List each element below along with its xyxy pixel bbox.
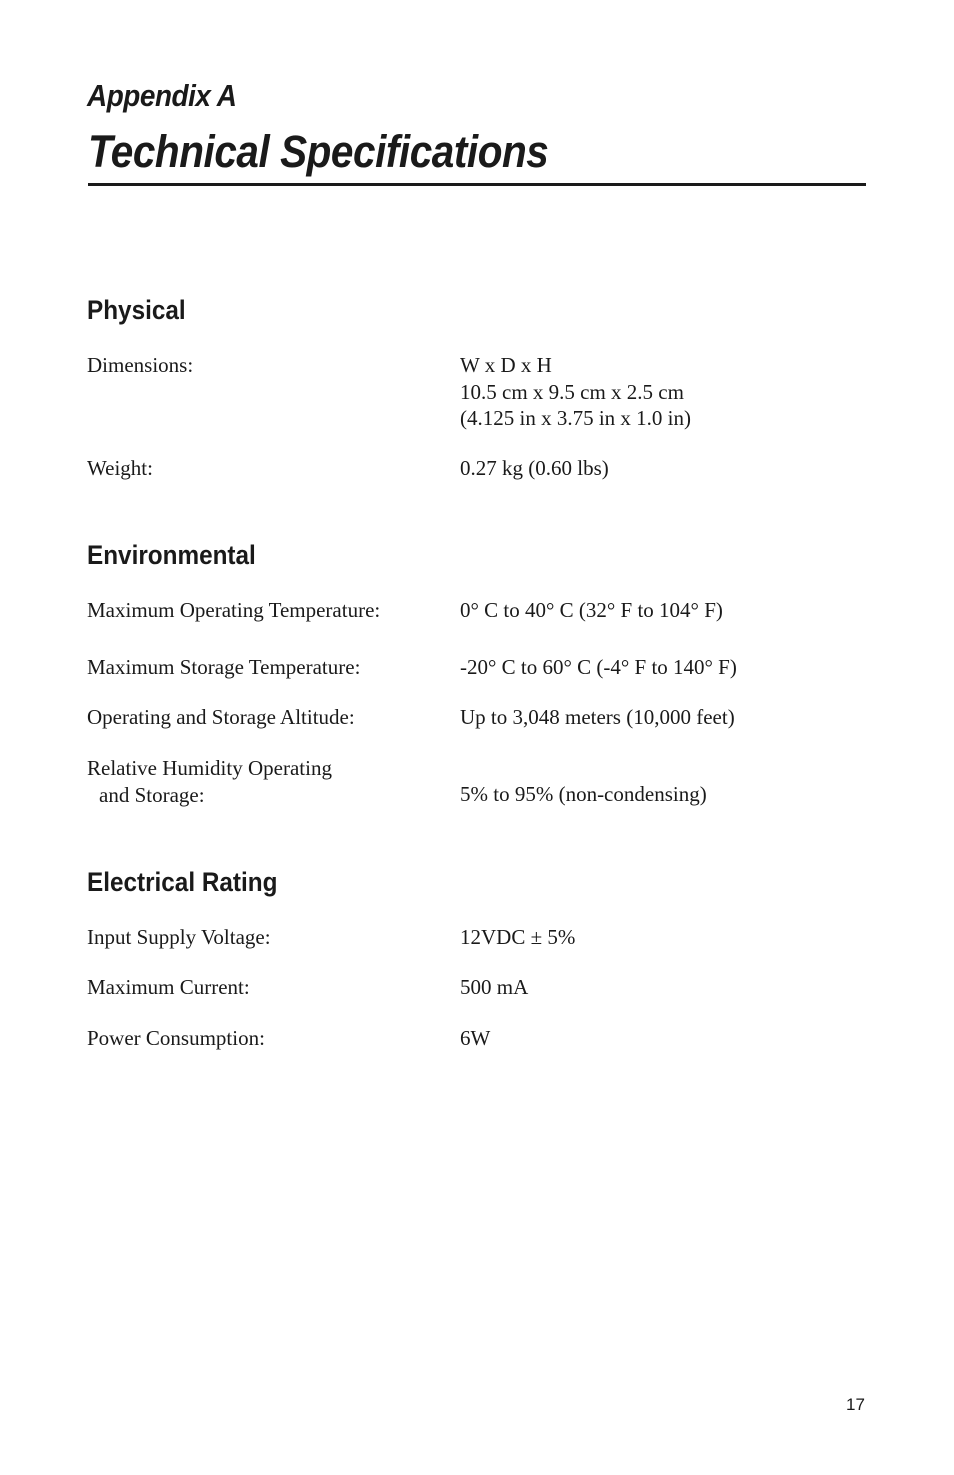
spec-value-humidity: 5% to 95% (non-condensing) (460, 782, 707, 806)
spec-label-input-voltage: Input Supply Voltage: (87, 925, 271, 949)
spec-label-altitude: Operating and Storage Altitude: (87, 705, 355, 729)
page-title: Technical Specifications (88, 126, 549, 177)
spec-label-power-consumption: Power Consumption: (87, 1026, 265, 1050)
spec-value-input-voltage: 12VDC ± 5% (460, 925, 576, 949)
section-heading-electrical: Electrical Rating (87, 867, 278, 897)
section-heading-environmental: Environmental (87, 540, 256, 570)
humidity-label-line: Relative Humidity Operating (87, 756, 332, 780)
appendix-label: Appendix A (87, 78, 237, 113)
dimensions-line: (4.125 in x 3.75 in x 1.0 in) (460, 406, 691, 430)
spec-label-weight: Weight: (87, 456, 153, 480)
section-heading-physical: Physical (87, 295, 186, 325)
page-number: 17 (846, 1395, 865, 1414)
spec-label-humidity (87, 755, 332, 808)
spec-value-power-consumption: 6W (460, 1026, 491, 1050)
spec-label-operating-temperature: Maximum Operating Temperature: (87, 598, 381, 622)
spec-value-weight: 0.27 kg (0.60 lbs) (460, 456, 609, 480)
title-rule (88, 183, 866, 186)
humidity-label-line: and Storage: (99, 782, 205, 807)
spec-value-max-current: 500 mA (460, 975, 529, 999)
spec-label-storage-temperature: Maximum Storage Temperature: (87, 655, 361, 679)
dimensions-line: 10.5 cm x 9.5 cm x 2.5 cm (460, 379, 684, 404)
spec-label-dimensions: Dimensions: (87, 353, 194, 377)
spec-label-max-current: Maximum Current: (87, 975, 250, 999)
spec-value-altitude: Up to 3,048 meters (10,000 feet) (460, 705, 735, 729)
spec-value-storage-temperature: -20° C to 60° C (-4° F to 140° F) (460, 655, 737, 679)
dimensions-line: W x D x H (460, 353, 552, 377)
spec-value-operating-temperature: 0° C to 40° C (32° F to 104° F) (460, 598, 723, 622)
spec-value-dimensions (460, 352, 691, 432)
